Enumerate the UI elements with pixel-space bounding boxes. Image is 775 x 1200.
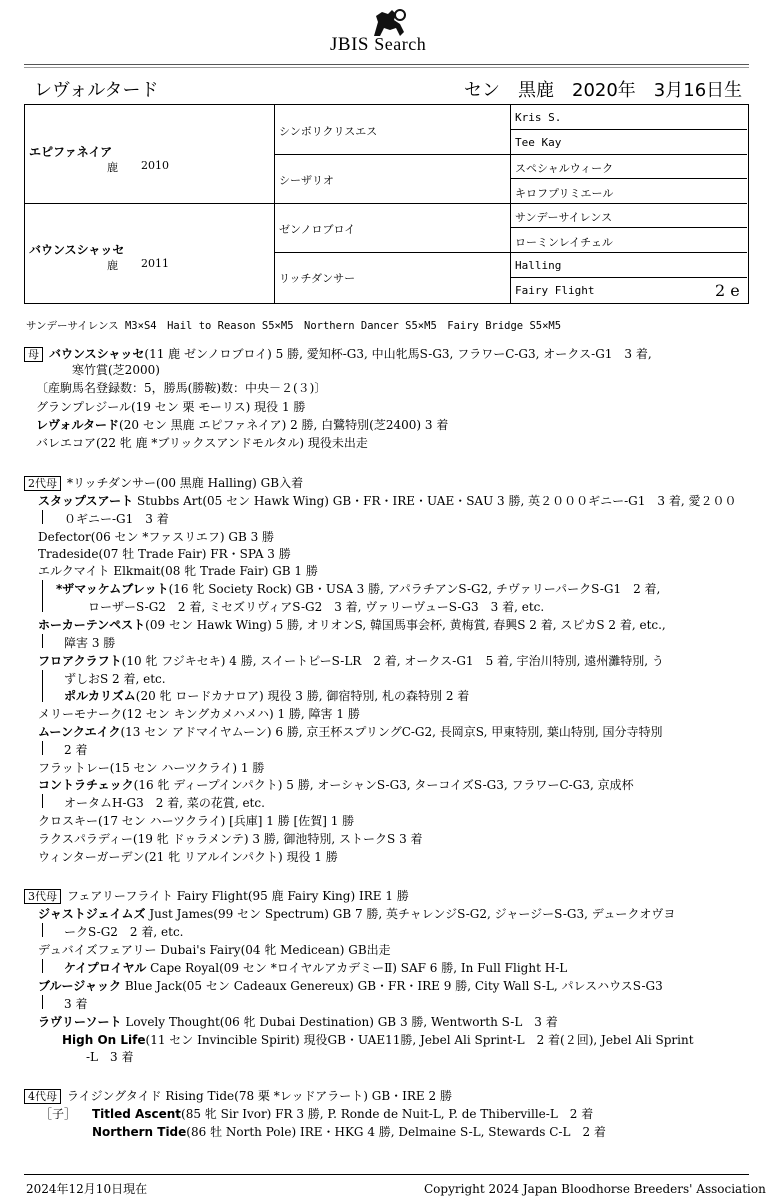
g2-line-0: スタップスアート Stubbs Art(05 セン Hawk Wing) GB・FR・IRE・UAE・SAU 3 勝, 英２０００ギニー-G1 3 着, 愛２００ [38,494,737,508]
g2-line-9: フロアクラフト(10 牝 フジキセキ) 4 勝, スイートピーS-LR 2 着, オークス-G1 5 着, 宇治川特別, 遠州灘特別, う [38,654,664,668]
g2-head: 2代母 *リッチダンサー(00 黒鹿 Halling) GB入着 [24,475,303,491]
g2-tag: 2代母 [24,476,61,491]
dam-line-4: レヴォルタード(20 セン 黒鹿 エピファネイア) 2 勝, 白鷺特別(芝2400) 3 着 [36,418,449,432]
g2-line-10: ずしおS 2 着, etc. [64,672,166,686]
dam-line-5: バレエコア(22 牝 鹿 *ブリックスアンドモルタル) 現役未出走 [36,436,368,450]
dam-line-2: 〔産駒馬名登録数：5，勝馬(勝鞍)数：中央－２(３)〕 [36,381,327,395]
pedigree-table [24,104,749,304]
g2-line-18: クロスキー(17 セン ハーツクライ) [兵庫] 1 勝 [佐賀] 1 勝 [38,814,355,828]
g3-8[interactable]: Fairy Flight [515,284,595,297]
g4-line-0: Titled Ascent(85 牝 Sir Ivor) FR 3 勝, P. Ronde de Nuit-L, P. de Thiberville-L 2 着 [92,1107,594,1121]
g2-line-7: ホーカーテンペスト(09 セン Hawk Wing) 5 勝, オリオンS, 韓国馬事会杯, 黄梅賞, 春興S 2 着, スピカS 2 着, etc., [38,618,666,632]
g4-head: 4代母 ライジングタイド Rising Tide(78 栗 *レッドアラート) GB・IRE 2 勝 [24,1088,452,1104]
logo-main: JBIS [330,34,369,55]
dam-color: 鹿 [107,259,118,272]
g3-2[interactable]: Tee Kay [515,136,562,149]
logo-sub: Search [374,34,427,54]
inbreeding: サンデーサイレンス M3×S4 Hail to Reason S5×M5 Northern Dancer S5×M5 Fairy Bridge S5×M5 [26,320,562,332]
family-number: 2 e [715,281,740,300]
g3-5[interactable]: サンデーサイレンス [515,211,613,224]
g3-line-5: 3 着 [64,997,88,1011]
dam-line-0: 母 バウンスシャッセ(11 鹿 ゼンノロブロイ) 5 勝, 愛知杯-G3, 中山牝馬S-G3, フラワーC-G3, オークス-G1 3 着, [24,346,652,362]
g2-line-1: ０ギニー-G1 3 着 [64,512,169,526]
g3-line-7: High On Life(11 セン Invincible Spirit) 現役GB・UAE11勝, Jebel Ali Sprint-L 2 着(２回), Jebel Ali Sprint [62,1033,694,1047]
g2-line-5: *ザマッケムブレット(16 牝 Society Rock) GB・USA 3 勝, アパラチアンS-G2, チヴァリーパークS-G1 2 着, [56,582,661,596]
footer-date: 2024年12月10日現在 [26,1182,148,1196]
g3-head: 3代母 フェアリーフライト Fairy Flight(95 鹿 Fairy King) IRE 1 勝 [24,888,409,904]
g2-line-4: エルクマイト Elkmait(08 牝 Trade Fair) GB 1 勝 [38,564,318,578]
sire-name[interactable]: エピファネイア [29,145,113,159]
horse-info: セン 黒鹿 2020年 3月16日生 [464,80,743,101]
g3-line-8: -L 3 着 [86,1050,134,1064]
footer-divider [24,1174,749,1175]
dam-year: 2011 [141,257,169,270]
dam-tag: 母 [24,347,43,362]
g2-line-6: ローザーS-G2 2 着, ミセズリヴィアS-G2 3 着, ヴァリーヴューS-G3 3 着, etc. [88,600,545,614]
g2-dam-dam[interactable]: リッチダンサー [279,272,356,285]
g3-line-0: ジャストジェイムズ Just James(99 セン Spectrum) GB 7 勝, 英チャレンジS-G2, ジャージーS-G3, デュークオヴヨ [38,907,676,921]
dam-line-1: 寒竹賞(芝2000) [72,363,160,377]
g3-tag: 3代母 [24,889,61,904]
g2-line-3: Tradeside(07 牡 Trade Fair) FR・SPA 3 勝 [38,547,291,561]
g2-line-15: フラットレー(15 セン ハーツクライ) 1 勝 [38,761,265,775]
g2-dam-sire[interactable]: ゼンノロブロイ [279,223,356,236]
horse-name: レヴォルタード [34,80,159,101]
sire-color: 鹿 [107,161,118,174]
g2-line-20: ウィンターガーデン(21 牝 リアルインパクト) 現役 1 勝 [38,850,338,864]
g2-line-19: ラクスパラディー(19 牝 ドゥラメンテ) 3 勝, 御池特別, ストークS 3 着 [38,832,423,846]
g3-line-3: ケイプロイヤル Cape Royal(09 セン *ロイヤルアカデミーⅡ) SAF 6 勝, In Full Flight H-L [64,961,568,975]
footer-copyright: Copyright 2024 Japan Bloodhorse Breeders' Association [424,1182,766,1196]
g2-line-2: Defector(06 セン *ファスリエフ) GB 3 勝 [38,530,275,544]
g2-line-8: 障害 3 勝 [64,636,116,650]
dam-line-3: グランプレジール(19 セン 栗 モーリス) 現役 1 勝 [36,400,306,414]
header-divider [24,67,749,68]
g2-line-13: ムーンクエイク(13 セン アドマイヤムーン) 6 勝, 京王杯スプリングC-G2, 長岡京S, 甲東特別, 葉山特別, 国分寺特別 [38,725,663,739]
g3-line-6: ラヴリーソート Lovely Thought(06 牝 Dubai Destination) GB 3 勝, Wentworth S-L 3 着 [38,1015,558,1029]
g3-6[interactable]: ローミンレイチェル [515,236,613,249]
g3-3[interactable]: スペシャルウィーク [515,162,614,175]
g4-tag: 4代母 [24,1089,61,1104]
g3-line-4: ブルージャック Blue Jack(05 セン Cadeaux Genereux) GB・FR・IRE 9 勝, City Wall S-L, パレスハウスS-G3 [38,979,663,993]
g4-child-tag: ［子］ [40,1107,77,1121]
g3-line-1: ークS-G2 2 着, etc. [64,925,184,939]
dam-name[interactable]: バウンスシャッセ [29,243,125,257]
sire-year: 2010 [141,159,169,172]
g3-4[interactable]: キロフプリミエール [515,187,614,200]
g2-line-17: オータムH-G3 2 着, 菜の花賞, etc. [64,796,265,810]
g2-line-16: コントラチェック(16 牝 ディープインパクト) 5 勝, オーシャンS-G3, ターコイズS-G3, フラワーC-G3, 京成杯 [38,778,634,792]
g2-sire-dam[interactable]: シーザリオ [279,174,334,187]
jbis-logo [0,8,775,56]
g3-1[interactable]: Kris S. [515,111,562,124]
header-divider [24,64,749,65]
g3-7[interactable]: Halling [515,259,562,272]
g2-line-14: 2 着 [64,743,88,757]
g2-sire-sire[interactable]: シンボリクリスエス [279,125,378,138]
g2-line-12: メリーモナーク(12 セン キングカメハメハ) 1 勝, 障害 1 勝 [38,707,360,721]
g3-line-2: デュバイズフェアリー Dubai's Fairy(04 牝 Medicean) GB出走 [38,943,391,957]
g4-line-1: Northern Tide(86 牡 North Pole) IRE・HKG 4 勝, Delmaine S-L, Stewards C-L 2 着 [92,1125,606,1139]
g2-line-11: ポルカリズム(20 牝 ロードカナロア) 現役 3 勝, 御宿特別, 札の森特別 2 着 [64,689,470,703]
